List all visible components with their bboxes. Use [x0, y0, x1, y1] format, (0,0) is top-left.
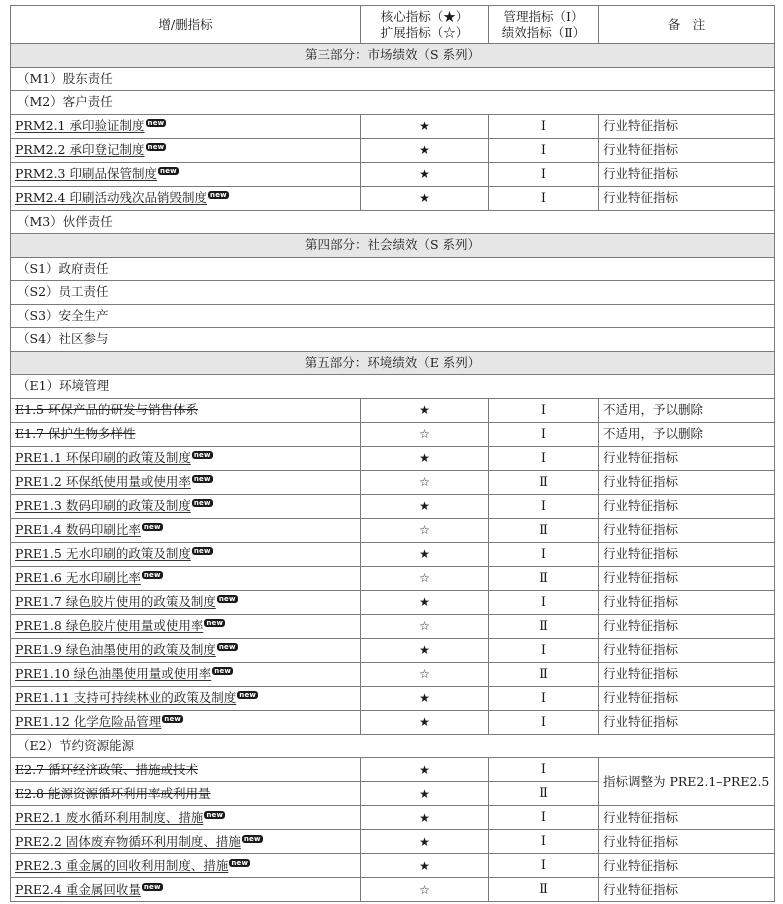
core-star-icon: ★	[419, 403, 430, 417]
section-title: 第四部分：社会绩效（S 系列）	[11, 234, 775, 258]
indicator-type: Ⅰ	[540, 714, 547, 730]
indicator-code: PRE1.4	[15, 522, 62, 537]
section-row	[11, 44, 775, 68]
core-extended-cell	[361, 446, 489, 470]
new-badge: new	[164, 715, 182, 723]
indicator-type: Ⅱ	[539, 522, 548, 538]
indicator-text	[15, 474, 191, 489]
core-star-icon: ★	[419, 858, 430, 873]
management-performance-cell	[489, 398, 599, 422]
core-star-icon: ★	[419, 191, 430, 205]
deleted-indicator-text	[15, 402, 198, 417]
group-row	[11, 304, 775, 328]
indicator-table	[10, 5, 775, 902]
core-star-icon: ★	[419, 691, 430, 705]
indicator-code: E1.5	[15, 402, 45, 417]
management-performance-cell	[489, 590, 599, 614]
indicator-code: PRE1.2	[15, 474, 62, 489]
remark-cell: 行业特征指标	[599, 446, 775, 470]
indicator-type: Ⅰ	[540, 690, 547, 706]
extended-star-icon: ☆	[419, 523, 430, 537]
remark-cell: 行业特征指标	[599, 614, 775, 638]
new-badge: new	[231, 858, 249, 867]
core-extended-cell	[361, 542, 489, 566]
remark-cell: 行业特征指标	[599, 710, 775, 734]
remark-cell: 行业特征指标	[599, 566, 775, 590]
deleted-indicator-text	[15, 786, 211, 801]
new-badge: new	[193, 499, 211, 507]
indicator-cell	[11, 542, 361, 566]
indicator-code: E2.8	[15, 785, 45, 801]
table-row	[11, 758, 775, 782]
indicator-cell	[11, 422, 361, 446]
new-badge: new	[193, 547, 211, 555]
group-row	[11, 67, 775, 91]
group-row	[11, 328, 775, 352]
indicator-text	[15, 190, 207, 205]
indicator-name: 重金属回收量	[65, 881, 141, 897]
indicator-name: 印刷品保管制度	[69, 166, 158, 181]
table-row	[11, 398, 775, 422]
table-row	[11, 162, 775, 186]
indicator-text	[15, 546, 191, 561]
new-badge: new	[147, 143, 165, 151]
new-badge: new	[143, 571, 161, 579]
management-performance-cell	[489, 494, 599, 518]
indicator-code: PRE1.7	[15, 594, 62, 609]
header-remarks: 备 注	[599, 6, 775, 44]
core-extended-cell	[361, 114, 489, 138]
indicator-type: Ⅰ	[540, 546, 547, 562]
indicator-code: PRE1.6	[15, 570, 62, 585]
indicator-name: 固体废弃物循环利用制度、措施	[65, 833, 241, 849]
indicator-cell	[11, 830, 361, 854]
indicator-text	[15, 666, 211, 681]
table-row	[11, 686, 775, 710]
new-badge: new	[147, 119, 165, 127]
indicator-name: 循环经济政策、措施或技术	[48, 761, 199, 777]
group-title: （M2）客户责任	[11, 91, 775, 115]
indicator-type: Ⅰ	[540, 166, 547, 182]
indicator-name: 环保纸使用量或使用率	[65, 474, 191, 489]
group-row	[11, 281, 775, 305]
indicator-cell	[11, 878, 361, 902]
group-row	[11, 91, 775, 115]
indicator-cell	[11, 782, 361, 806]
indicator-type: Ⅱ	[539, 882, 548, 897]
indicator-code: PRM2.4	[15, 190, 66, 205]
core-extended-cell	[361, 590, 489, 614]
section-title: 第三部分：市场绩效（S 系列）	[11, 44, 775, 68]
indicator-name: 环保印刷的政策及制度	[65, 450, 191, 465]
core-extended-cell	[361, 518, 489, 542]
new-badge: new	[193, 475, 211, 483]
indicator-type: Ⅱ	[539, 786, 548, 801]
indicator-cell	[11, 398, 361, 422]
extended-star-icon: ☆	[419, 475, 430, 489]
indicator-text	[15, 142, 145, 157]
management-performance-cell	[489, 186, 599, 210]
management-performance-cell	[489, 638, 599, 662]
indicator-code: PRM2.2	[15, 142, 66, 157]
indicator-type: Ⅰ	[540, 834, 547, 849]
indicator-code: PRE2.3	[15, 857, 62, 873]
core-star-icon: ★	[419, 595, 430, 609]
new-badge: new	[206, 619, 224, 627]
indicator-name: 废水循环利用制度、措施	[65, 809, 204, 825]
indicator-cell	[11, 518, 361, 542]
indicator-type: Ⅰ	[540, 762, 547, 777]
core-extended-cell	[361, 162, 489, 186]
indicator-cell	[11, 614, 361, 638]
core-star-icon: ★	[419, 143, 430, 157]
remark-cell: 指标调整为 PRE2.1–PRE2.5	[599, 758, 775, 806]
indicator-text	[15, 858, 228, 873]
indicator-code: PRE1.5	[15, 546, 62, 561]
indicator-cell	[11, 686, 361, 710]
remark-cell: 行业特征指标	[599, 686, 775, 710]
table-body	[11, 44, 775, 902]
indicator-code: PRE1.1	[15, 450, 62, 465]
core-star-icon: ★	[419, 499, 430, 513]
remark-cell: 行业特征指标	[599, 638, 775, 662]
indicator-name: 能源资源循环利用率或利用量	[48, 785, 211, 801]
table-row	[11, 590, 775, 614]
new-badge: new	[239, 691, 257, 699]
remark-cell: 行业特征指标	[599, 494, 775, 518]
group-title: （S2）员工责任	[11, 281, 775, 305]
group-title: （M1）股东责任	[11, 67, 775, 91]
indicator-cell	[11, 662, 361, 686]
section-title: 第五部分：环境绩效（E 系列）	[11, 351, 775, 375]
deleted-indicator-text	[15, 426, 136, 441]
table-row	[11, 470, 775, 494]
core-star-icon: ★	[419, 762, 430, 777]
indicator-code: PRE1.3	[15, 498, 62, 513]
management-performance-cell	[489, 138, 599, 162]
core-star-icon: ★	[419, 451, 430, 465]
group-title: （S3）安全生产	[11, 304, 775, 328]
extended-star-icon: ☆	[419, 667, 430, 681]
new-badge: new	[214, 667, 232, 675]
table-row	[11, 542, 775, 566]
group-row	[11, 257, 775, 281]
table-row	[11, 830, 775, 854]
indicator-type: Ⅰ	[540, 118, 547, 134]
core-extended-cell	[361, 782, 489, 806]
remark-cell: 行业特征指标	[599, 662, 775, 686]
remark-cell: 行业特征指标	[599, 806, 775, 830]
indicator-cell	[11, 186, 361, 210]
new-badge: new	[210, 191, 227, 199]
indicator-name: 绿色油墨使用量或使用率	[73, 666, 212, 681]
indicator-text	[15, 166, 157, 181]
management-performance-cell	[489, 854, 599, 878]
indicator-code: PRE1.9	[15, 642, 62, 657]
section-row	[11, 351, 775, 375]
indicator-name: 承印登记制度	[69, 142, 145, 157]
group-title: （M3）伙伴责任	[11, 210, 775, 234]
header-indicator: 增/删指标	[11, 6, 361, 44]
indicator-cell	[11, 590, 361, 614]
indicator-type: Ⅱ	[539, 666, 548, 682]
core-extended-cell	[361, 854, 489, 878]
core-extended-cell	[361, 138, 489, 162]
core-extended-cell	[361, 758, 489, 782]
extended-star-icon: ☆	[419, 882, 430, 897]
indicator-code: PRM2.1	[15, 118, 66, 133]
indicator-name: 绿色油墨使用的政策及制度	[65, 642, 216, 657]
core-extended-cell	[361, 566, 489, 590]
management-performance-cell	[489, 566, 599, 590]
remark-cell: 行业特征指标	[599, 138, 775, 162]
core-star-icon: ★	[419, 167, 430, 181]
table-row	[11, 422, 775, 446]
indicator-cell	[11, 494, 361, 518]
table-row	[11, 138, 775, 162]
table-row	[11, 614, 775, 638]
remark-cell: 行业特征指标	[599, 114, 775, 138]
new-badge: new	[193, 451, 211, 459]
indicator-text	[15, 714, 161, 729]
management-performance-cell	[489, 518, 599, 542]
management-performance-cell	[489, 470, 599, 494]
core-extended-cell	[361, 398, 489, 422]
indicator-text	[15, 834, 241, 849]
indicator-name: 环保产品的研发与销售体系	[48, 402, 199, 417]
core-extended-cell	[361, 662, 489, 686]
table-row	[11, 806, 775, 830]
new-badge: new	[206, 810, 224, 819]
indicator-cell	[11, 114, 361, 138]
core-extended-cell	[361, 830, 489, 854]
indicator-name: 保护生物多样性	[48, 426, 136, 441]
new-badge: new	[160, 167, 177, 175]
extended-star-icon: ☆	[419, 571, 430, 585]
table-row	[11, 114, 775, 138]
core-star-icon: ★	[419, 834, 430, 849]
indicator-name: 绿色胶片使用的政策及制度	[65, 594, 216, 609]
header-core-extended: 核心指标（★） 扩展指标（☆）	[361, 6, 489, 44]
indicator-type: Ⅰ	[540, 594, 547, 610]
extended-star-icon: ☆	[419, 619, 430, 633]
indicator-name: 数码印刷的政策及制度	[65, 498, 191, 513]
indicator-name: 数码印刷比率	[65, 522, 141, 537]
table-row	[11, 710, 775, 734]
table-row	[11, 446, 775, 470]
indicator-text	[15, 450, 191, 465]
core-extended-cell	[361, 494, 489, 518]
indicator-type: Ⅰ	[540, 426, 547, 442]
indicator-cell	[11, 470, 361, 494]
group-row	[11, 210, 775, 234]
indicator-type: Ⅰ	[540, 642, 547, 658]
management-performance-cell	[489, 446, 599, 470]
indicator-type: Ⅱ	[539, 474, 548, 490]
indicator-type: Ⅱ	[539, 570, 548, 586]
indicator-text	[15, 882, 141, 897]
indicator-type: Ⅰ	[540, 402, 547, 418]
indicator-cell	[11, 446, 361, 470]
table-row	[11, 638, 775, 662]
management-performance-cell	[489, 114, 599, 138]
core-extended-cell	[361, 470, 489, 494]
indicator-text	[15, 570, 141, 585]
management-performance-cell	[489, 162, 599, 186]
new-badge: new	[218, 643, 236, 651]
table-row	[11, 186, 775, 210]
header-management-performance: 管理指标（Ⅰ） 绩效指标（Ⅱ）	[489, 6, 599, 44]
core-star-icon: ★	[419, 643, 430, 657]
remark-cell: 行业特征指标	[599, 162, 775, 186]
table-row	[11, 566, 775, 590]
core-star-icon: ★	[419, 119, 430, 133]
indicator-code: E1.7	[15, 426, 45, 441]
management-performance-cell	[489, 614, 599, 638]
indicator-name: 无水印刷的政策及制度	[65, 546, 191, 561]
core-extended-cell	[361, 186, 489, 210]
indicator-cell	[11, 710, 361, 734]
management-performance-cell	[489, 830, 599, 854]
table-row	[11, 518, 775, 542]
core-extended-cell	[361, 806, 489, 830]
indicator-cell	[11, 638, 361, 662]
indicator-code: PRE2.1	[15, 809, 62, 825]
group-row	[11, 375, 775, 399]
group-title: （S4）社区参与	[11, 328, 775, 352]
group-title: （E1）环境管理	[11, 375, 775, 399]
remark-cell: 行业特征指标	[599, 518, 775, 542]
indicator-text	[15, 618, 203, 633]
indicator-code: PRE1.8	[15, 618, 62, 633]
remark-cell: 行业特征指标	[599, 878, 775, 902]
core-extended-cell	[361, 614, 489, 638]
indicator-type: Ⅰ	[540, 450, 547, 466]
remark-cell: 行业特征指标	[599, 590, 775, 614]
new-badge: new	[243, 834, 261, 843]
table-row	[11, 878, 775, 902]
table-row	[11, 662, 775, 686]
core-extended-cell	[361, 686, 489, 710]
indicator-code: PRM2.3	[15, 166, 66, 181]
indicator-code: E2.7	[15, 761, 45, 777]
indicator-type: Ⅰ	[540, 498, 547, 514]
extended-star-icon: ☆	[419, 427, 430, 441]
core-extended-cell	[361, 710, 489, 734]
table-row	[11, 854, 775, 878]
indicator-code: PRE2.2	[15, 833, 62, 849]
management-performance-cell	[489, 806, 599, 830]
indicator-type: Ⅰ	[540, 190, 547, 206]
remark-cell: 不适用，予以删除	[599, 398, 775, 422]
remark-cell: 行业特征指标	[599, 830, 775, 854]
indicator-code: PRE1.11	[15, 690, 70, 705]
remark-cell: 行业特征指标	[599, 470, 775, 494]
indicator-type: Ⅰ	[540, 858, 547, 873]
indicator-code: PRE2.4	[15, 881, 62, 897]
indicator-text	[15, 594, 216, 609]
indicator-name: 印刷活动残次品销毁制度	[69, 190, 208, 205]
indicator-code: PRE1.10	[15, 666, 70, 681]
indicator-name: 重金属的回收利用制度、措施	[65, 857, 229, 873]
new-badge: new	[143, 523, 161, 531]
indicator-type: Ⅱ	[539, 618, 548, 634]
core-star-icon: ★	[419, 786, 430, 801]
indicator-text	[15, 118, 145, 133]
indicator-code: PRE1.12	[15, 714, 70, 729]
management-performance-cell	[489, 662, 599, 686]
management-performance-cell	[489, 710, 599, 734]
core-extended-cell	[361, 422, 489, 446]
indicator-cell	[11, 162, 361, 186]
indicator-cell	[11, 758, 361, 782]
group-title: （E2）节约资源能源	[11, 734, 775, 758]
indicator-text	[15, 498, 191, 513]
management-performance-cell	[489, 758, 599, 782]
indicator-name: 化学危险品管理	[73, 714, 162, 729]
indicator-name: 承印验证制度	[69, 118, 145, 133]
group-row	[11, 734, 775, 758]
management-performance-cell	[489, 782, 599, 806]
indicator-text	[15, 690, 236, 705]
table-header-row	[11, 6, 775, 44]
management-performance-cell	[489, 542, 599, 566]
indicator-name: 绿色胶片使用量或使用率	[65, 618, 204, 633]
indicator-cell	[11, 806, 361, 830]
indicator-name: 无水印刷比率	[65, 570, 141, 585]
core-star-icon: ★	[419, 715, 430, 729]
new-badge: new	[143, 882, 161, 891]
indicator-text	[15, 522, 141, 537]
indicator-cell	[11, 854, 361, 878]
group-title: （S1）政府责任	[11, 257, 775, 281]
core-extended-cell	[361, 638, 489, 662]
remark-cell: 不适用，予以删除	[599, 422, 775, 446]
indicator-cell	[11, 566, 361, 590]
table-row	[11, 494, 775, 518]
remark-cell: 行业特征指标	[599, 186, 775, 210]
management-performance-cell	[489, 422, 599, 446]
new-badge: new	[218, 595, 236, 603]
management-performance-cell	[489, 686, 599, 710]
indicator-type: Ⅰ	[540, 142, 547, 158]
remark-cell: 行业特征指标	[599, 542, 775, 566]
indicator-text	[15, 642, 216, 657]
indicator-type: Ⅰ	[540, 810, 547, 825]
core-extended-cell	[361, 878, 489, 902]
remark-cell: 行业特征指标	[599, 854, 775, 878]
section-row	[11, 234, 775, 258]
deleted-indicator-text	[15, 762, 198, 777]
indicator-text	[15, 810, 203, 825]
management-performance-cell	[489, 878, 599, 902]
indicator-cell	[11, 138, 361, 162]
core-star-icon: ★	[419, 547, 430, 561]
core-star-icon: ★	[419, 810, 430, 825]
indicator-name: 支持可持续林业的政策及制度	[73, 690, 237, 705]
